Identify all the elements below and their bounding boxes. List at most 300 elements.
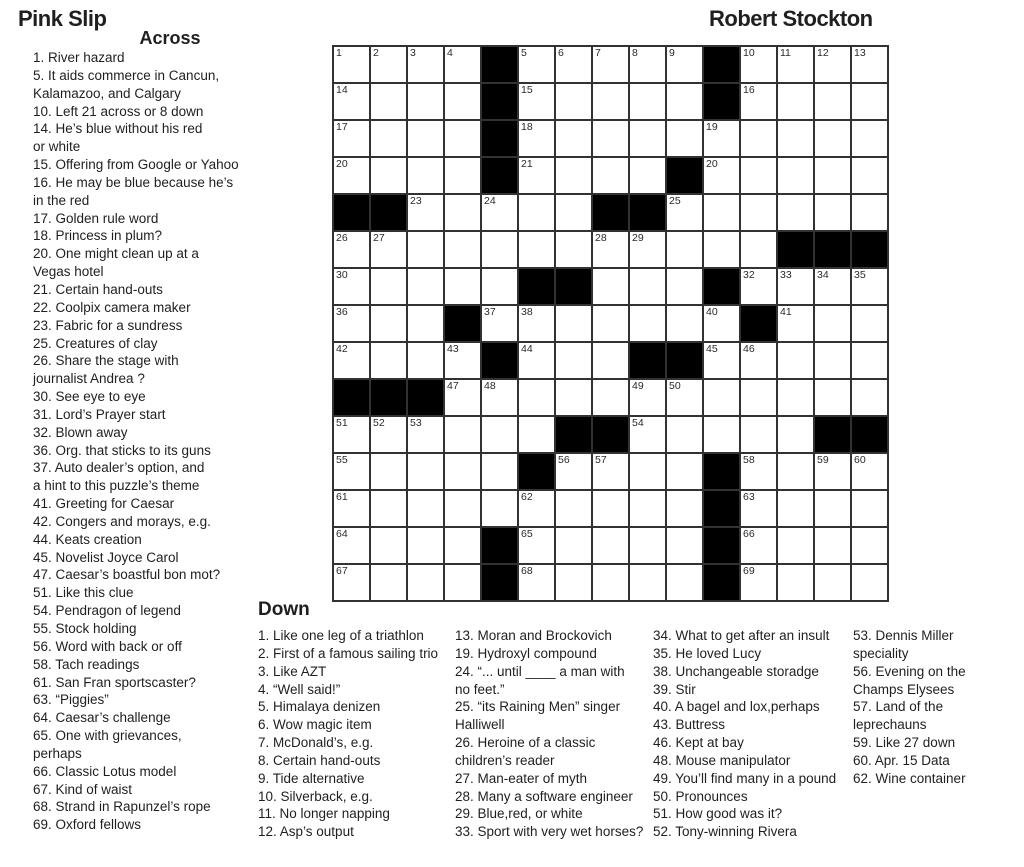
- grid-cell-r8c14[interactable]: [815, 306, 850, 341]
- grid-cell-r12c5[interactable]: [482, 454, 517, 489]
- black-cell: [704, 269, 739, 304]
- grid-cell-r12c2[interactable]: [371, 454, 406, 489]
- grid-cell-r15c15[interactable]: [852, 565, 887, 600]
- grid-cell-r13c9[interactable]: [630, 491, 665, 526]
- grid-cell-r5c3[interactable]: [408, 195, 443, 230]
- grid-cell-r13c10[interactable]: [667, 491, 702, 526]
- grid-cell-r12c14[interactable]: [815, 454, 850, 489]
- down-clue-line: 48. Mouse manipulator: [653, 752, 791, 768]
- grid-cell-r14c2[interactable]: [371, 528, 406, 563]
- grid-cell-r6c6[interactable]: [519, 232, 554, 267]
- down-clue-line: 53. Dennis Miller: [853, 628, 954, 643]
- black-cell: [408, 380, 443, 415]
- grid-cell-r14c9[interactable]: [630, 528, 665, 563]
- grid-cell-r5c10[interactable]: [667, 195, 702, 230]
- grid-cell-r3c1[interactable]: [334, 121, 369, 156]
- down-clue-line: speciality: [853, 645, 909, 661]
- crossword-grid: [332, 45, 889, 602]
- grid-cell-r10c5[interactable]: [482, 380, 517, 415]
- grid-cell-r1c4[interactable]: [445, 47, 480, 82]
- grid-cell-r6c11[interactable]: [704, 232, 739, 267]
- grid-cell-r13c6[interactable]: [519, 491, 554, 526]
- grid-cell-r10c8[interactable]: [593, 380, 628, 415]
- grid-cell-r2c2[interactable]: [371, 84, 406, 119]
- grid-cell-r13c12[interactable]: [741, 491, 776, 526]
- cell-number: 6: [558, 47, 564, 59]
- cell-number: 32: [743, 269, 755, 281]
- across-clue-line: 18. Princess in plum?: [33, 228, 163, 244]
- across-clue-line: journalist Andrea ?: [33, 371, 145, 387]
- grid-cell-r8c7[interactable]: [556, 306, 591, 341]
- grid-cell-r15c3[interactable]: [408, 565, 443, 600]
- grid-cell-r9c3[interactable]: [408, 343, 443, 378]
- grid-cell-r4c6[interactable]: [519, 158, 554, 193]
- cell-number: 30: [336, 269, 348, 281]
- grid-cell-r3c4[interactable]: [445, 121, 480, 156]
- across-clue-line: 51. Like this clue: [33, 585, 134, 601]
- cell-number: 51: [336, 417, 348, 429]
- black-cell: [482, 47, 517, 82]
- black-cell: [667, 343, 702, 378]
- across-clue-line: 66. Classic Lotus model: [33, 763, 177, 779]
- black-cell: [445, 306, 480, 341]
- grid-cell-r2c3[interactable]: [408, 84, 443, 119]
- cell-number: 54: [632, 417, 644, 429]
- grid-cell-r2c14[interactable]: [815, 84, 850, 119]
- grid-cell-r6c4[interactable]: [445, 232, 480, 267]
- grid-cell-r4c8[interactable]: [593, 158, 628, 193]
- grid-cell-r10c11[interactable]: [704, 380, 739, 415]
- grid-cell-r5c7[interactable]: [556, 195, 591, 230]
- grid-cell-r7c5[interactable]: [482, 269, 517, 304]
- down-clue-line: 8. Certain hand-outs: [258, 752, 381, 768]
- cell-number: 49: [632, 380, 644, 392]
- cell-number: 17: [336, 121, 348, 133]
- grid-cell-r13c1[interactable]: [334, 491, 369, 526]
- cell-number: 55: [336, 454, 348, 466]
- grid-cell-r11c13[interactable]: [778, 417, 813, 452]
- grid-cell-r4c13[interactable]: [778, 158, 813, 193]
- grid-cell-r6c10[interactable]: [667, 232, 702, 267]
- cell-number: 37: [484, 306, 496, 318]
- grid-cell-r2c9[interactable]: [630, 84, 665, 119]
- cell-number: 25: [669, 195, 681, 207]
- down-clue-line: 51. How good was it?: [653, 806, 783, 822]
- grid-cell-r9c4[interactable]: [445, 343, 480, 378]
- grid-cell-r7c3[interactable]: [408, 269, 443, 304]
- grid-cell-r6c8[interactable]: [593, 232, 628, 267]
- grid-cell-r7c15[interactable]: [852, 269, 887, 304]
- grid-cell-r15c14[interactable]: [815, 565, 850, 600]
- grid-cell-r9c7[interactable]: [556, 343, 591, 378]
- down-clue-line: 12. Asp’s output: [258, 824, 354, 840]
- cell-number: 3: [410, 47, 416, 59]
- black-cell: [482, 528, 517, 563]
- grid-cell-r1c6[interactable]: [519, 47, 554, 82]
- grid-cell-r9c12[interactable]: [741, 343, 776, 378]
- grid-cell-r3c8[interactable]: [593, 121, 628, 156]
- grid-cell-r8c9[interactable]: [630, 306, 665, 341]
- grid-cell-r8c6[interactable]: [519, 306, 554, 341]
- grid-cell-r9c1[interactable]: [334, 343, 369, 378]
- grid-cell-r10c7[interactable]: [556, 380, 591, 415]
- black-cell: [852, 232, 887, 267]
- grid-cell-r8c2[interactable]: [371, 306, 406, 341]
- across-clue-line: 5. It aids commerce in Cancun,: [33, 67, 220, 83]
- grid-cell-r9c2[interactable]: [371, 343, 406, 378]
- grid-cell-r5c12[interactable]: [741, 195, 776, 230]
- grid-cell-r10c15[interactable]: [852, 380, 887, 415]
- cell-number: 19: [706, 121, 718, 133]
- grid-cell-r2c8[interactable]: [593, 84, 628, 119]
- grid-cell-r10c9[interactable]: [630, 380, 665, 415]
- grid-cell-r11c10[interactable]: [667, 417, 702, 452]
- grid-cell-r12c10[interactable]: [667, 454, 702, 489]
- grid-cell-r9c15[interactable]: [852, 343, 887, 378]
- grid-cell-r4c12[interactable]: [741, 158, 776, 193]
- grid-cell-r5c4[interactable]: [445, 195, 480, 230]
- grid-cell-r12c9[interactable]: [630, 454, 665, 489]
- cell-number: 60: [854, 454, 866, 466]
- across-clue-line: 44. Keats creation: [33, 531, 142, 547]
- grid-cell-r14c6[interactable]: [519, 528, 554, 563]
- grid-cell-r13c8[interactable]: [593, 491, 628, 526]
- down-clue-line: 57. Land of the: [853, 699, 944, 715]
- cell-number: 12: [817, 47, 829, 59]
- grid-cell-r15c4[interactable]: [445, 565, 480, 600]
- grid-cell-r15c8[interactable]: [593, 565, 628, 600]
- across-clue-line: a hint to this puzzle’s theme: [33, 478, 200, 494]
- grid-cell-r3c13[interactable]: [778, 121, 813, 156]
- across-clue-line: 21. Certain hand-outs: [33, 281, 163, 297]
- grid-cell-r8c8[interactable]: [593, 306, 628, 341]
- grid-cell-r4c15[interactable]: [852, 158, 887, 193]
- cell-number: 40: [706, 306, 718, 318]
- cell-number: 8: [632, 47, 638, 59]
- down-clue-line: 19. Hydroxyl compound: [455, 645, 597, 661]
- across-clue-list: [33, 49, 239, 834]
- grid-cell-r8c11[interactable]: [704, 306, 739, 341]
- grid-cell-r11c6[interactable]: [519, 417, 554, 452]
- grid-cell-r6c3[interactable]: [408, 232, 443, 267]
- grid-cell-r1c7[interactable]: [556, 47, 591, 82]
- down-clue-line: 33. Sport with very wet horses?: [455, 824, 644, 840]
- grid-cell-r6c5[interactable]: [482, 232, 517, 267]
- across-clue-line: 61. San Fran sportscaster?: [33, 674, 196, 690]
- grid-cell-r1c2[interactable]: [371, 47, 406, 82]
- grid-cell-r11c3[interactable]: [408, 417, 443, 452]
- puzzle-author: Robert Stockton: [709, 6, 873, 31]
- grid-cell-r7c12[interactable]: [741, 269, 776, 304]
- grid-cell-r8c15[interactable]: [852, 306, 887, 341]
- grid-cell-r1c12[interactable]: [741, 47, 776, 82]
- grid-cell-r7c13[interactable]: [778, 269, 813, 304]
- down-clue-line: 52. Tony-winning Rivera: [653, 824, 797, 840]
- grid-cell-r5c14[interactable]: [815, 195, 850, 230]
- cell-number: 33: [780, 269, 792, 281]
- grid-cell-r12c15[interactable]: [852, 454, 887, 489]
- grid-cell-r3c9[interactable]: [630, 121, 665, 156]
- grid-cell-r1c10[interactable]: [667, 47, 702, 82]
- grid-cell-r3c11[interactable]: [704, 121, 739, 156]
- across-clue-line: in the red: [33, 192, 90, 208]
- across-clue-line: 56. Word with back or off: [33, 638, 182, 654]
- cell-number: 68: [521, 565, 533, 577]
- cell-number: 13: [854, 47, 866, 59]
- grid-cell-r14c14[interactable]: [815, 528, 850, 563]
- grid-cell-r12c1[interactable]: [334, 454, 369, 489]
- grid-cell-r4c2[interactable]: [371, 158, 406, 193]
- grid-cell-r10c14[interactable]: [815, 380, 850, 415]
- grid-cell-r13c4[interactable]: [445, 491, 480, 526]
- grid-cell-r7c14[interactable]: [815, 269, 850, 304]
- grid-cell-r5c5[interactable]: [482, 195, 517, 230]
- grid-cell-r12c8[interactable]: [593, 454, 628, 489]
- grid-cell-r13c5[interactable]: [482, 491, 517, 526]
- grid-cell-r4c14[interactable]: [815, 158, 850, 193]
- grid-cell-r10c10[interactable]: [667, 380, 702, 415]
- grid-cell-r6c12[interactable]: [741, 232, 776, 267]
- down-clue-line: 40. A bagel and lox,perhaps: [653, 699, 820, 715]
- grid-cell-r7c10[interactable]: [667, 269, 702, 304]
- cell-number: 11: [780, 47, 791, 59]
- grid-cell-r3c6[interactable]: [519, 121, 554, 156]
- grid-cell-r11c1[interactable]: [334, 417, 369, 452]
- black-cell: [371, 380, 406, 415]
- across-clue-line: Vegas hotel: [33, 264, 104, 280]
- grid-cell-r10c12[interactable]: [741, 380, 776, 415]
- grid-cell-r2c15[interactable]: [852, 84, 887, 119]
- grid-cell-r3c12[interactable]: [741, 121, 776, 156]
- grid-cell-r8c5[interactable]: [482, 306, 517, 341]
- grid-cell-r13c2[interactable]: [371, 491, 406, 526]
- down-clue-line: 13. Moran and Brockovich: [455, 628, 612, 643]
- grid-cell-r12c4[interactable]: [445, 454, 480, 489]
- grid-cell-r1c9[interactable]: [630, 47, 665, 82]
- grid-cell-r6c9[interactable]: [630, 232, 665, 267]
- grid-cell-r14c8[interactable]: [593, 528, 628, 563]
- cell-number: 20: [336, 158, 348, 170]
- cell-number: 65: [521, 528, 533, 540]
- grid-cell-r8c13[interactable]: [778, 306, 813, 341]
- cell-number: 57: [595, 454, 607, 466]
- grid-cell-r13c14[interactable]: [815, 491, 850, 526]
- cell-number: 47: [447, 380, 459, 392]
- grid-cell-r15c7[interactable]: [556, 565, 591, 600]
- grid-cell-r15c2[interactable]: [371, 565, 406, 600]
- grid-cell-r1c15[interactable]: [852, 47, 887, 82]
- down-heading: Down: [258, 599, 310, 620]
- grid-cell-r8c3[interactable]: [408, 306, 443, 341]
- grid-cell-r15c13[interactable]: [778, 565, 813, 600]
- black-cell: [741, 306, 776, 341]
- down-clue-line: 9. Tide alternative: [258, 770, 365, 786]
- grid-cell-r4c9[interactable]: [630, 158, 665, 193]
- grid-cell-r3c14[interactable]: [815, 121, 850, 156]
- black-cell: [556, 269, 591, 304]
- black-cell: [630, 195, 665, 230]
- grid-cell-r15c1[interactable]: [334, 565, 369, 600]
- down-clue-line: 2. First of a famous sailing trio: [258, 645, 439, 661]
- grid-cell-r1c1[interactable]: [334, 47, 369, 82]
- black-cell: [482, 158, 517, 193]
- grid-cell-r8c1[interactable]: [334, 306, 369, 341]
- across-clue-line: 65. One with grievances,: [33, 728, 182, 744]
- cell-number: 21: [521, 158, 533, 170]
- grid-cell-r14c10[interactable]: [667, 528, 702, 563]
- down-clue-line: 35. He loved Lucy: [653, 645, 762, 661]
- cell-number: 7: [595, 47, 601, 59]
- grid-cell-r9c6[interactable]: [519, 343, 554, 378]
- grid-cell-r3c15[interactable]: [852, 121, 887, 156]
- grid-cell-r15c12[interactable]: [741, 565, 776, 600]
- across-clue-line: 25. Creatures of clay: [33, 335, 158, 351]
- grid-cell-r9c13[interactable]: [778, 343, 813, 378]
- grid-cell-r4c4[interactable]: [445, 158, 480, 193]
- across-clue-line: perhaps: [33, 745, 82, 761]
- grid-cell-r9c11[interactable]: [704, 343, 739, 378]
- grid-cell-r7c8[interactable]: [593, 269, 628, 304]
- grid-cell-r13c15[interactable]: [852, 491, 887, 526]
- grid-cell-r4c7[interactable]: [556, 158, 591, 193]
- grid-cell-r3c7[interactable]: [556, 121, 591, 156]
- grid-cell-r12c12[interactable]: [741, 454, 776, 489]
- black-cell: [704, 454, 739, 489]
- grid-cell-r14c13[interactable]: [778, 528, 813, 563]
- cell-number: 66: [743, 528, 755, 540]
- black-cell: [704, 491, 739, 526]
- grid-cell-r11c12[interactable]: [741, 417, 776, 452]
- cell-number: 45: [706, 343, 718, 355]
- cell-number: 27: [373, 232, 385, 244]
- grid-cell-r3c3[interactable]: [408, 121, 443, 156]
- grid-cell-r12c3[interactable]: [408, 454, 443, 489]
- grid-cell-r15c10[interactable]: [667, 565, 702, 600]
- grid-cell-r1c14[interactable]: [815, 47, 850, 82]
- black-cell: [593, 195, 628, 230]
- across-clue-line: or white: [33, 139, 81, 155]
- grid-cell-r9c14[interactable]: [815, 343, 850, 378]
- grid-cell-r14c4[interactable]: [445, 528, 480, 563]
- grid-cell-r13c7[interactable]: [556, 491, 591, 526]
- grid-cell-r1c3[interactable]: [408, 47, 443, 82]
- grid-cell-r10c4[interactable]: [445, 380, 480, 415]
- grid-cell-r2c6[interactable]: [519, 84, 554, 119]
- grid-cell-r2c12[interactable]: [741, 84, 776, 119]
- cell-number: 53: [410, 417, 422, 429]
- grid-cell-r15c6[interactable]: [519, 565, 554, 600]
- black-cell: [852, 417, 887, 452]
- grid-cell-r14c1[interactable]: [334, 528, 369, 563]
- grid-cell-r10c6[interactable]: [519, 380, 554, 415]
- grid-cell-r5c6[interactable]: [519, 195, 554, 230]
- grid-cell-r2c7[interactable]: [556, 84, 591, 119]
- grid-cell-r13c3[interactable]: [408, 491, 443, 526]
- grid-cell-r2c4[interactable]: [445, 84, 480, 119]
- grid-cell-r11c11[interactable]: [704, 417, 739, 452]
- down-clue-line: 3. Like AZT: [258, 663, 327, 679]
- cell-number: 20: [706, 158, 718, 170]
- grid-cell-r6c7[interactable]: [556, 232, 591, 267]
- cell-number: 4: [447, 47, 453, 59]
- black-cell: [556, 417, 591, 452]
- grid-cell-r8c10[interactable]: [667, 306, 702, 341]
- grid-cell-r14c3[interactable]: [408, 528, 443, 563]
- grid-cell-r14c15[interactable]: [852, 528, 887, 563]
- down-clue-line: 7. McDonald’s, e.g.: [258, 735, 374, 751]
- grid-cell-r5c11[interactable]: [704, 195, 739, 230]
- grid-cell-r7c2[interactable]: [371, 269, 406, 304]
- cell-number: 10: [743, 47, 755, 59]
- grid-cell-r4c11[interactable]: [704, 158, 739, 193]
- down-clue-line: 4. “Well said!”: [258, 681, 341, 697]
- cell-number: 9: [669, 47, 675, 59]
- grid-cell-r2c1[interactable]: [334, 84, 369, 119]
- grid-cell-r11c4[interactable]: [445, 417, 480, 452]
- grid-cell-r4c1[interactable]: [334, 158, 369, 193]
- down-clue-line: 6. Wow magic item: [258, 717, 372, 733]
- grid-cell-r6c1[interactable]: [334, 232, 369, 267]
- down-clue-column-3: [653, 627, 836, 841]
- grid-cell-r14c12[interactable]: [741, 528, 776, 563]
- down-clue-line: 39. Stir: [653, 681, 696, 697]
- grid-cell-r14c7[interactable]: [556, 528, 591, 563]
- grid-cell-r10c13[interactable]: [778, 380, 813, 415]
- grid-cell-r4c3[interactable]: [408, 158, 443, 193]
- grid-cell-r6c2[interactable]: [371, 232, 406, 267]
- grid-cell-r5c13[interactable]: [778, 195, 813, 230]
- grid-cell-r15c9[interactable]: [630, 565, 665, 600]
- grid-cell-r9c8[interactable]: [593, 343, 628, 378]
- grid-cell-r12c7[interactable]: [556, 454, 591, 489]
- across-clue-line: 1. River hazard: [33, 50, 125, 65]
- down-clue-line: 50. Pronounces: [653, 788, 748, 804]
- across-clue-line: 20. One might clean up at a: [33, 246, 199, 262]
- grid-cell-r2c10[interactable]: [667, 84, 702, 119]
- grid-cell-r2c13[interactable]: [778, 84, 813, 119]
- black-cell: [704, 528, 739, 563]
- black-cell: [815, 417, 850, 452]
- cell-number: 63: [743, 491, 755, 503]
- down-clue-line: 10. Silverback, e.g.: [258, 788, 373, 804]
- grid-cell-r1c8[interactable]: [593, 47, 628, 82]
- cell-number: 69: [743, 565, 755, 577]
- grid-cell-r3c2[interactable]: [371, 121, 406, 156]
- grid-cell-r11c2[interactable]: [371, 417, 406, 452]
- black-cell: [371, 195, 406, 230]
- down-clue-line: 46. Kept at bay: [653, 735, 744, 751]
- grid-cell-r13c13[interactable]: [778, 491, 813, 526]
- grid-cell-r3c10[interactable]: [667, 121, 702, 156]
- grid-cell-r11c5[interactable]: [482, 417, 517, 452]
- grid-cell-r7c9[interactable]: [630, 269, 665, 304]
- grid-cell-r7c4[interactable]: [445, 269, 480, 304]
- grid-cell-r12c13[interactable]: [778, 454, 813, 489]
- grid-cell-r11c9[interactable]: [630, 417, 665, 452]
- across-clue-line: 16. He may be blue because he’s: [33, 174, 234, 190]
- grid-cell-r1c13[interactable]: [778, 47, 813, 82]
- across-clue-line: 23. Fabric for a sundress: [33, 317, 183, 333]
- black-cell: [704, 84, 739, 119]
- across-clue-line: 55. Stock holding: [33, 621, 137, 636]
- grid-cell-r7c1[interactable]: [334, 269, 369, 304]
- grid-cell-r5c15[interactable]: [852, 195, 887, 230]
- down-clue-line: 49. You’ll find many in a pound: [653, 770, 837, 786]
- across-clue-line: 63. “Piggies”: [33, 692, 109, 708]
- cell-number: 43: [447, 343, 459, 355]
- cell-number: 56: [558, 454, 570, 466]
- across-clue-line: 14. He’s blue without his red: [33, 121, 203, 137]
